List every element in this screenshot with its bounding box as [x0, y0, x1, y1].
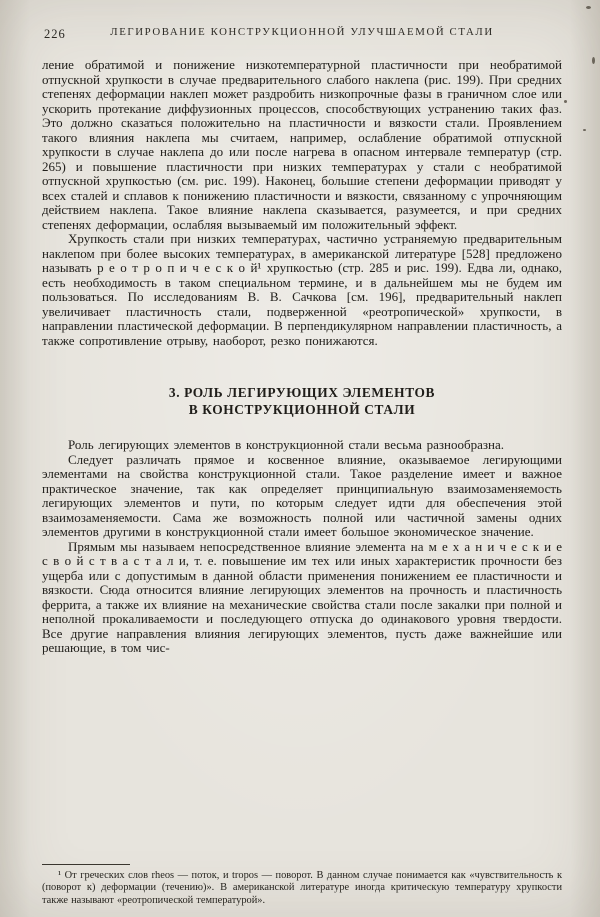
- footnote-block: [42, 864, 562, 907]
- paragraph: Хрупкость стали при низких температурах, частично устраняемую предварительным наклепом при более высоких температурах, в американской литературе [528] предложено называть р е о т р о п и ч е с к о й¹ хрупкостью (стр. 285 и рис. 199). Едва ли, однако, есть необходимость в таком специальном термине, и в дальнейшем мы не будем им пользоваться. По исследованиям В. В. Сачкова [см. 196], предварительный наклеп увеличивает пластичность стали, подверженной «реотропической» хрупкости, в направлении пластической деформации. В перпендикулярном направлении пластичность, а также сопротивление отрыву, наоборот, резко понижаются.: [42, 231, 562, 348]
- body-text-top: [42, 58, 562, 348]
- scan-artifact: [586, 6, 591, 9]
- body-text-bottom: [42, 438, 562, 656]
- paragraph: ление обратимой и понижение низкотемпературной пластичности при необратимой отпускной хрупкости в случае предварительного слабого наклепа (рис. 199). При средних степенях деформации наклеп может раздробить низкопрочные фазы в граничном слое или ускорить протекание диффузионных процессов, способствующих устранению таких фаз. Это должно сказаться положительно на пластичности и вязкости стали. Проявлением такого влияния наклепа мы считаем, например, ослабление обратимой отпускной хрупкости в случае наклепа до или после нагрева в опасном интервале температур (стр. 265) и повышение пластичности при низких температурах у стали с необратимой отпускной хрупкостью (см. рис. 199). Наконец, большие степени деформации приводят у всех сталей и сплавов к понижению пластичности и вязкости, связанному с упрочняющим действием наклепа. Такое влияние наклепа сказывается, разумеется, и при средних степенях деформации, ослабляя вызываемый им положительный эффект.: [42, 57, 562, 232]
- section-heading-line2: В КОНСТРУКЦИОННОЙ СТАЛИ: [188, 402, 416, 417]
- running-header: [42, 26, 562, 44]
- paragraph: Следует различать прямое и косвенное влияние, оказываемое легирующими элементами на свойства конструкционной стали. Такое разделение имеет и важное практическое значение, так как определяет принципиальную взаимозаменяемость легирующих элементов и пути, по которым следует идти для обеспечения этой взаимозаменяемости. Сама же возможность полной или частичной замены одних элементов другими в конструкционной стали имеет большое экономическое значение.: [42, 451, 562, 539]
- section-heading: [82, 384, 522, 418]
- paragraph: Роль легирующих элементов в конструкционной стали весьма разнообразна.: [68, 437, 505, 452]
- scan-artifact: [592, 57, 595, 64]
- scan-artifact: [583, 129, 586, 131]
- paragraph: Прямым мы называем непосредственное влияние элемента на м е х а н и ч е с к и е с в о й с т в а с т а л и, т. е. повышение им тех или иных характеристик прочности без ущерба или с допустимым в данной области применения понижением ее пластичности и вязкости. Сюда относится влияние легирующих элементов на прочность и пластичность феррита, а также их влияние на механические свойства стали после закалки при полной и неполной прокаливаемости и последующего отпуска до одинакового уровня твердости. Все другие направления влияния легирующих элементов, пусть даже важнейшие или решающие, в том чис-: [42, 538, 562, 655]
- running-header-title: ЛЕГИРОВАНИЕ КОНСТРУКЦИОННОЙ УЛУЧШАЕМОЙ СТАЛИ: [110, 26, 494, 38]
- scan-artifact: [564, 100, 567, 103]
- section-heading-line1: 3. РОЛЬ ЛЕГИРУЮЩИХ ЭЛЕМЕНТОВ: [168, 385, 436, 400]
- footnote-separator: [42, 864, 130, 865]
- page-number: 226: [44, 27, 66, 41]
- footnote: ¹ От греческих слов rheos — поток, и tropos — поворот. В данном случае понимается как «чувствительность к (поворот к) деформации (течению)». В американской литературе иногда критическую температуру хрупкости также называют «реотропической температурой».: [42, 870, 562, 906]
